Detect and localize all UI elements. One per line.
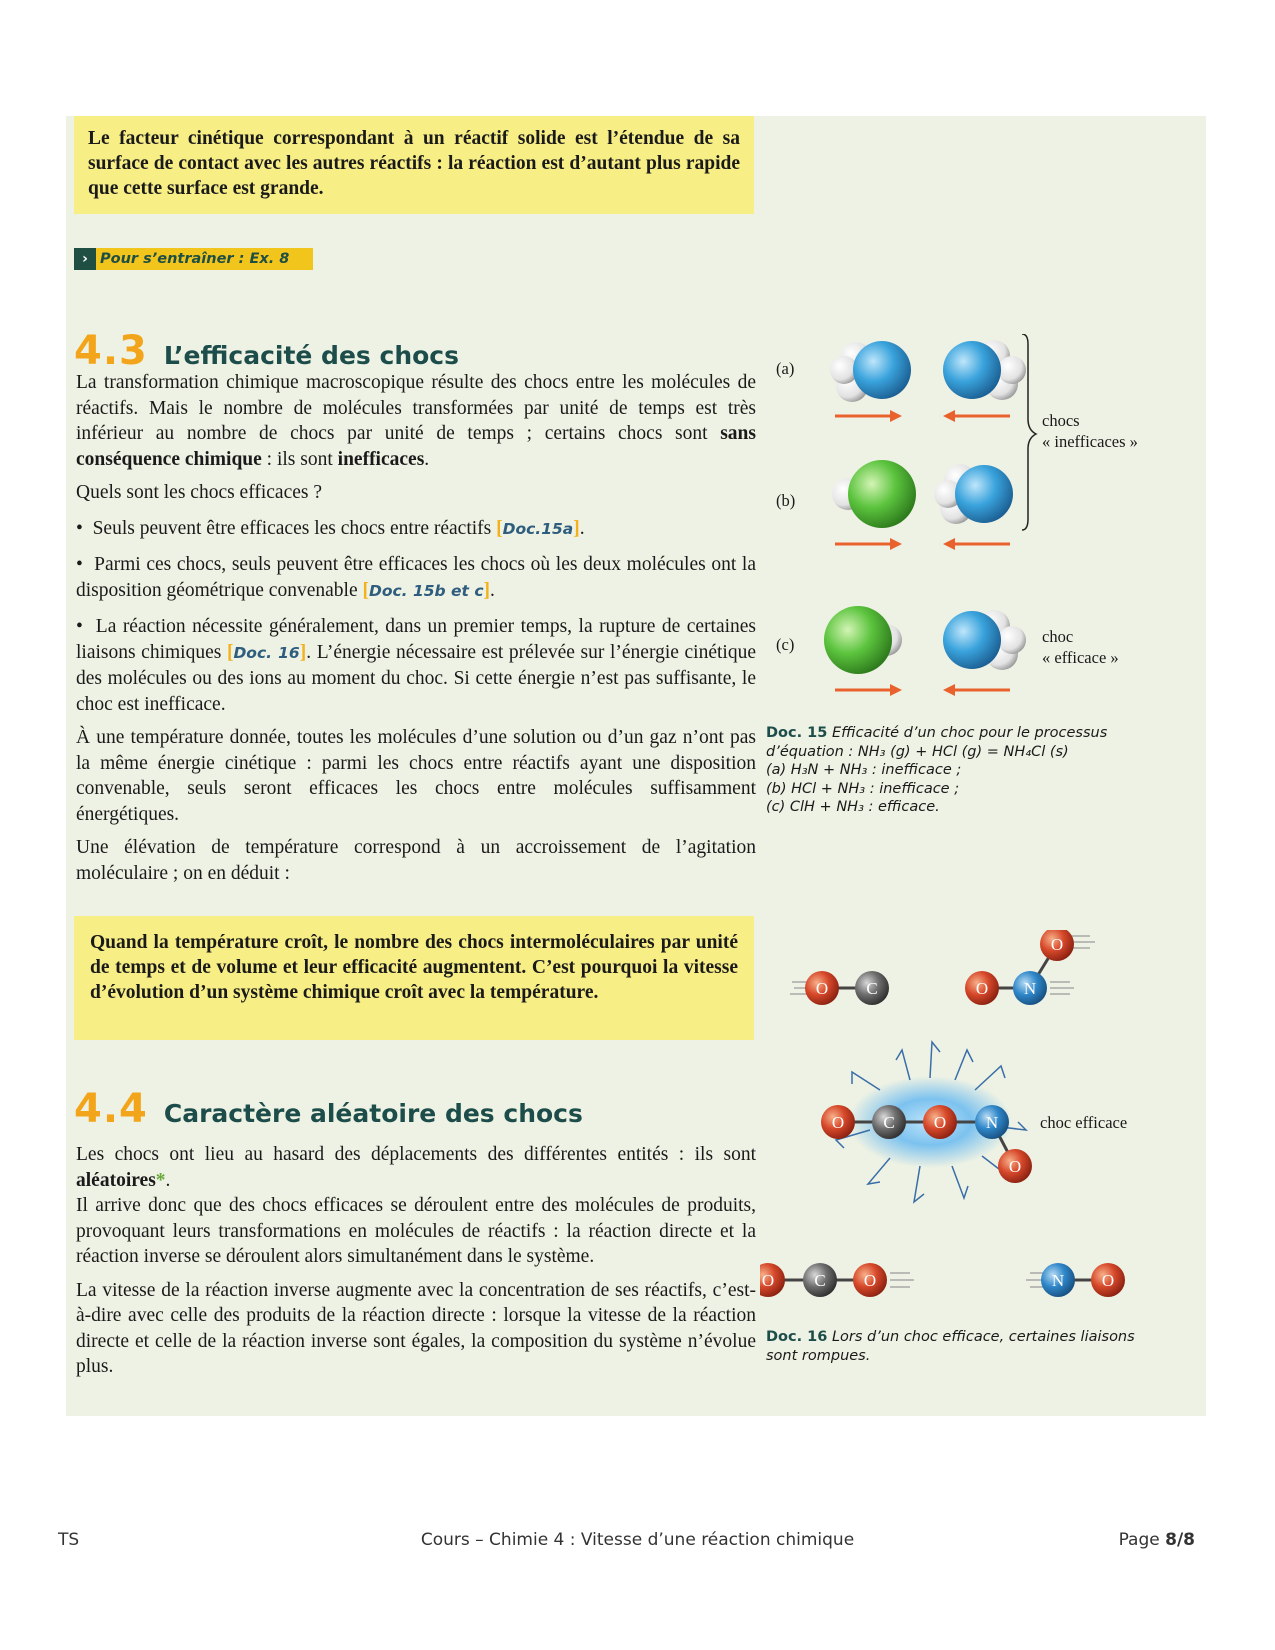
atom-n-label: N — [1051, 1271, 1065, 1290]
highlight-box-surface — [74, 116, 754, 214]
highlight-text: Quand la température croît, le nombre des chocs intermoléculaires par unité de temps et de volume et leur efficacité augmentent. C’est pourquoi la vitesse d’évolution d’un système chimique croît avec la température. — [90, 932, 738, 1003]
question: Quels sont les chocs efficaces ? — [76, 482, 323, 503]
doc-reference[interactable]: Doc.15a — [502, 519, 574, 538]
atom-c-label: C — [883, 1113, 895, 1132]
atom-o-label: O — [863, 1271, 877, 1290]
section-title: Caractère aléatoire des chocs — [163, 1099, 583, 1128]
collision-arrows — [835, 410, 1010, 422]
paragraph: La vitesse de la réaction inverse augmente avec la concentration de ses réactifs, c’est-à-dire avec celle des produits de la réaction directe : lorsque la vitesse de la réaction directe et celle de la réaction inverse sont égales, la composition du système n’évolue plus. — [76, 1279, 756, 1377]
atom-n-label: N — [985, 1113, 999, 1132]
atom-o-label: O — [975, 979, 989, 998]
chevron-right-icon: › — [74, 248, 96, 270]
atom-o-label: O — [815, 979, 829, 998]
doc16-effective-label: choc efficace — [1040, 1113, 1128, 1132]
paragraph: La transformation chimique macroscopique résulte des chocs entre les molécules de réactifs. Mais le nombre de molécules transformées par unité de temps est très inférieur au nombre de chocs par unité de temps ; certains chocs sont sans conséquence chimique : ils sont inefficaces. — [76, 372, 756, 470]
molecule-nh3 — [830, 341, 911, 402]
section-title: L’efficacité des chocs — [163, 341, 459, 370]
doc15-ineffective-label: chocs « inefficaces » — [1042, 411, 1138, 451]
section-4-3-body — [76, 370, 756, 886]
doc15-effective-label: choc « efficace » — [1042, 627, 1119, 667]
doc15-label-c: (c) — [776, 635, 795, 654]
doc-reference[interactable]: Doc. 16 — [233, 643, 300, 662]
paragraph: À une température donnée, toutes les molécules d’une solution ou d’un gaz n’ont pas la même énergie cinétique : parmi les chocs entre réactifs ayant une disposition convenable, seuls seront efficaces les chocs entre molécules suffisamment énergétiques. — [76, 727, 756, 825]
footer-page: Page 8/8 — [1118, 1530, 1195, 1550]
doc15-label-a: (a) — [776, 359, 795, 378]
atom-o-label: O — [831, 1113, 845, 1132]
footer-left: TS — [58, 1530, 80, 1550]
paragraph: Il arrive donc que des chocs efficaces se déroulent entre des molécules de produits, provoquant leurs transformations en molécules de réactifs : la réaction directe et la réaction inverse se déroulent alors simultanément dans le système. — [76, 1195, 756, 1267]
highlight-box-temperature — [74, 916, 754, 1040]
doc16-caption: Doc. 16 Lors d’un choc efficace, certaines liaisons sont rompues. — [766, 1329, 1135, 1364]
doc15-illustration — [790, 334, 1210, 724]
section-heading-4-4 — [74, 1086, 583, 1132]
bullet-item: • Seuls peuvent être efficaces les chocs entre réactifs [Doc.15a]. — [76, 517, 585, 539]
collision-arrows — [835, 684, 1010, 696]
molecule-nh3 — [943, 610, 1026, 670]
bullet-item: • Parmi ces chocs, seuls peuvent être efficaces les chocs où les deux molécules ont la disposition géométrique convenable [Doc. 15b et c]. — [76, 554, 756, 601]
bullet-item: • La réaction nécessite généralement, dans un premier temps, la rupture de certaines liaisons chimiques [Doc. 16]. L’énergie nécessaire est prélevée sur l’énergie cinétique des molécules ou des ions au moment du choc. Si cette énergie n’est pas suffisante, le choc est inefficace. — [76, 616, 757, 715]
doc-reference[interactable]: Doc. 15b et c — [368, 581, 484, 600]
paragraph: Les chocs ont lieu au hasard des déplacements des différentes entités : ils sont aléatoires*. — [76, 1144, 756, 1191]
atom-o-label: O — [1101, 1271, 1115, 1290]
section-4-4-body — [76, 1142, 756, 1380]
atom-o-label: O — [1008, 1157, 1022, 1176]
footer-center: Cours – Chimie 4 : Vitesse d’une réaction chimique — [420, 1530, 855, 1550]
atom-o-label: O — [933, 1113, 947, 1132]
section-number: 4.4 — [74, 1086, 148, 1132]
doc15-label-b: (b) — [776, 491, 796, 510]
molecule-nh3 — [934, 464, 1013, 524]
atom-o-label: O — [1050, 935, 1064, 954]
atom-n-label: N — [1023, 979, 1037, 998]
paragraph: Une élévation de température correspond à un accroissement de l’agitation moléculaire ; on en déduit : — [76, 837, 756, 884]
atom-c-label: C — [814, 1271, 826, 1290]
exercise-link-label: Pour s’entraîner : Ex. 8 — [96, 248, 313, 270]
highlight-text: Le facteur cinétique correspondant à un réactif solide est l’étendue de sa surface de contact avec les autres réactifs : la réaction est d’autant plus rapide que cette surface est grande. — [88, 128, 740, 199]
atom-o-label: O — [761, 1271, 775, 1290]
collision-arrows — [835, 538, 1010, 550]
molecule-hcl — [832, 460, 916, 528]
section-heading-4-3 — [74, 328, 459, 374]
atom-c-label: C — [866, 979, 878, 998]
exercise-link[interactable] — [74, 248, 313, 270]
molecule-clh — [824, 606, 902, 674]
doc15-caption: Doc. 15 Efficacité d’un choc pour le processus d’équation : NH₃ (g) + HCl (g) = NH₄Cl (s) (a) H₃N + NH₃ : inefficace ; (b) HCl + NH₃ : inefficace ; (c) ClH + NH₃ : efficace. — [766, 725, 1108, 815]
molecule-nh3 — [943, 340, 1026, 400]
section-number: 4.3 — [74, 328, 148, 374]
